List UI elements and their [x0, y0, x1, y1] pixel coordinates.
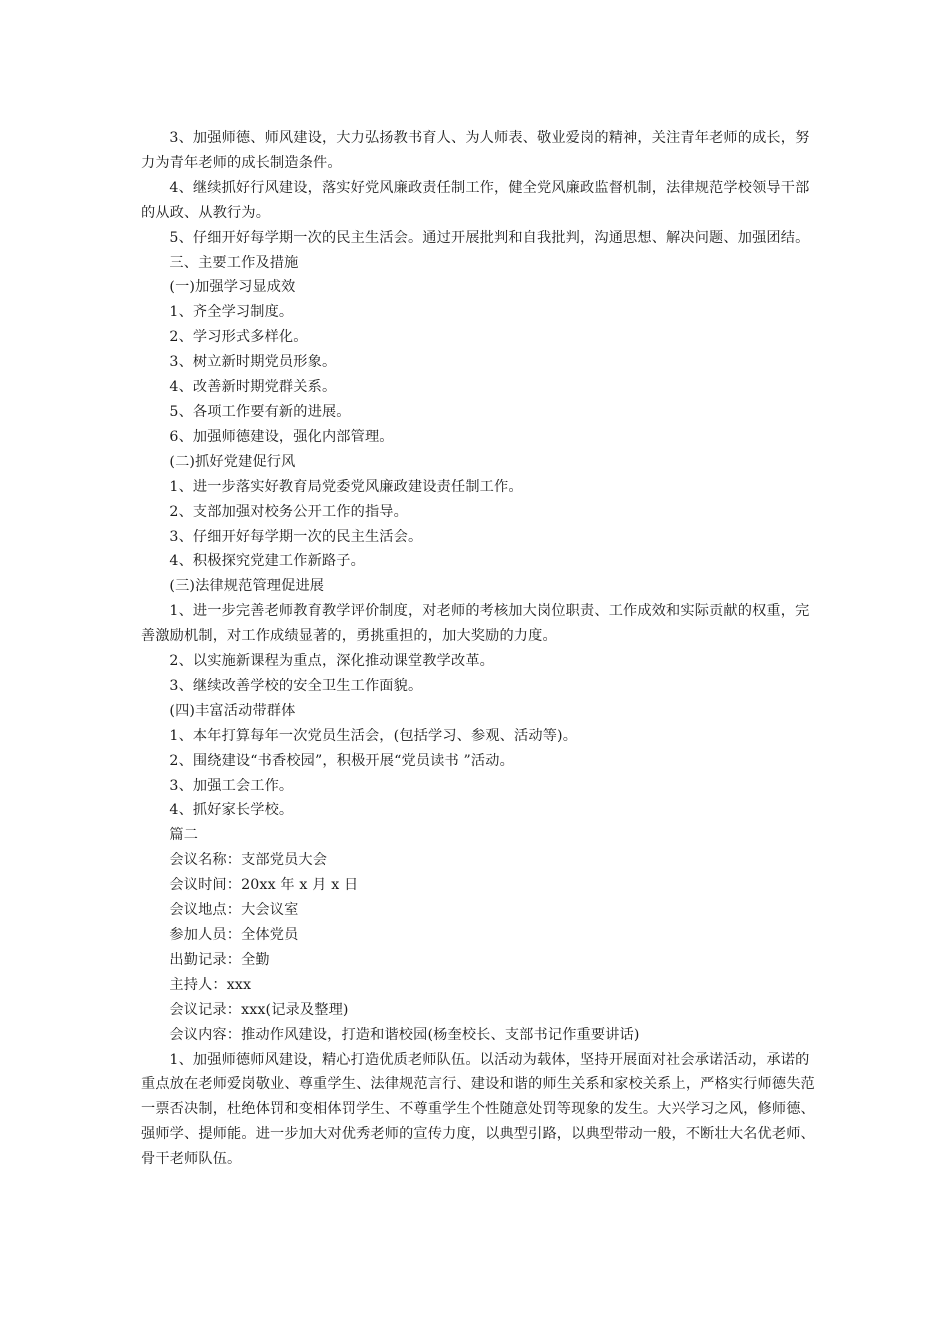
subsection-heading: (二)抓好党建促行风: [169, 453, 296, 470]
list-item: 2、支部加强对校务公开工作的指导。: [169, 503, 408, 520]
meeting-time: 会议时间：20xx 年 x 月 x 日: [169, 877, 359, 894]
subsection-heading: (三)法律规范管理促进展: [169, 578, 325, 595]
list-item: 5、各项工作要有新的进展。: [169, 403, 351, 420]
paragraph: 1、加强师德师风建设，精心打造优质老师队伍。以活动为载体，坚持开展面对社会承诺活动，承诺的重点放在老师爱岗敬业、尊重学生、法律规范言行、建设和谐的师生关系和家校关系上，严格实行师德失范一票否决制，杜绝体罚和变相体罚学生、不尊重学生个性随意处罚等现象的发生。大兴学习之风，修师德、强师学、提师能。进一步加大对优秀老师的宣传力度，以典型引路，以典型带动一般，不断壮大名优老师、骨干老师队伍。: [141, 1051, 815, 1168]
list-item: 2、围绕建设“书香校园”，积极开展“党员读书 ”活动。: [169, 752, 514, 769]
subsection-heading: (四)丰富活动带群体: [169, 702, 296, 719]
list-item: 3、加强工会工作。: [169, 777, 294, 794]
meeting-attendees: 参加人员：全体党员: [169, 927, 299, 943]
paragraph: 5、仔细开好每学期一次的民主生活会。通过开展批判和自我批判，沟通思想、解决问题、加强团结。: [169, 229, 810, 246]
list-item: 3、树立新时期党员形象。: [169, 354, 337, 371]
meeting-recorder: 会议记录：xxx(记录及整理): [169, 1001, 349, 1018]
meeting-name: 会议名称：支部党员大会: [169, 852, 328, 869]
list-item: 1、进一步落实好教育局党委党风廉政建设责任制工作。: [169, 478, 523, 495]
list-item: 6、加强师德建设，强化内部管理。: [169, 428, 394, 445]
paragraph: 4、继续抓好行风建设，落实好党风廉政责任制工作，健全党风廉政监督机制，法律规范学校领导干部的从政、从教行为。: [141, 179, 810, 221]
list-item: 2、学习形式多样化。: [169, 329, 308, 346]
list-item: 3、继续改善学校的安全卫生工作面貌。: [169, 677, 423, 694]
paragraph: 3、加强师德、师风建设，大力弘扬教书育人、为人师表、敬业爱岗的精神，关注青年老师的成长，努力为青年老师的成长制造条件。: [141, 130, 810, 171]
section-heading: 三、主要工作及措施: [169, 254, 299, 271]
document-body: [141, 126, 821, 1172]
part-heading: 篇二: [169, 827, 199, 844]
list-item: 1、进一步完善老师教育教学评价制度，对老师的考核加大岗位职责、工作成效和实际贡献的权重，完善激励机制，对工作成绩显著的，勇挑重担的，加大奖励的力度。: [141, 603, 810, 645]
list-item: 1、齐全学习制度。: [169, 304, 294, 321]
list-item: 1、本年打算每年一次党员生活会，(包括学习、参观、活动等)。: [169, 727, 578, 744]
meeting-host: 主持人：xxx: [169, 976, 252, 993]
subsection-heading: (一)加强学习显成效: [169, 279, 296, 296]
meeting-attendance: 出勤记录：全勤: [169, 951, 270, 968]
list-item: 2、以实施新课程为重点，深化推动课堂教学改革。: [169, 653, 494, 670]
list-item: 3、仔细开好每学期一次的民主生活会。: [169, 528, 423, 545]
list-item: 4、抓好家长学校。: [169, 802, 294, 819]
list-item: 4、改善新时期党群关系。: [169, 379, 337, 396]
meeting-location: 会议地点：大会议室: [169, 902, 299, 919]
meeting-content: 会议内容：推动作风建设，打造和谐校园(杨奎校长、支部书记作重要讲话): [169, 1026, 640, 1043]
list-item: 4、积极探究党建工作新路子。: [169, 553, 365, 570]
